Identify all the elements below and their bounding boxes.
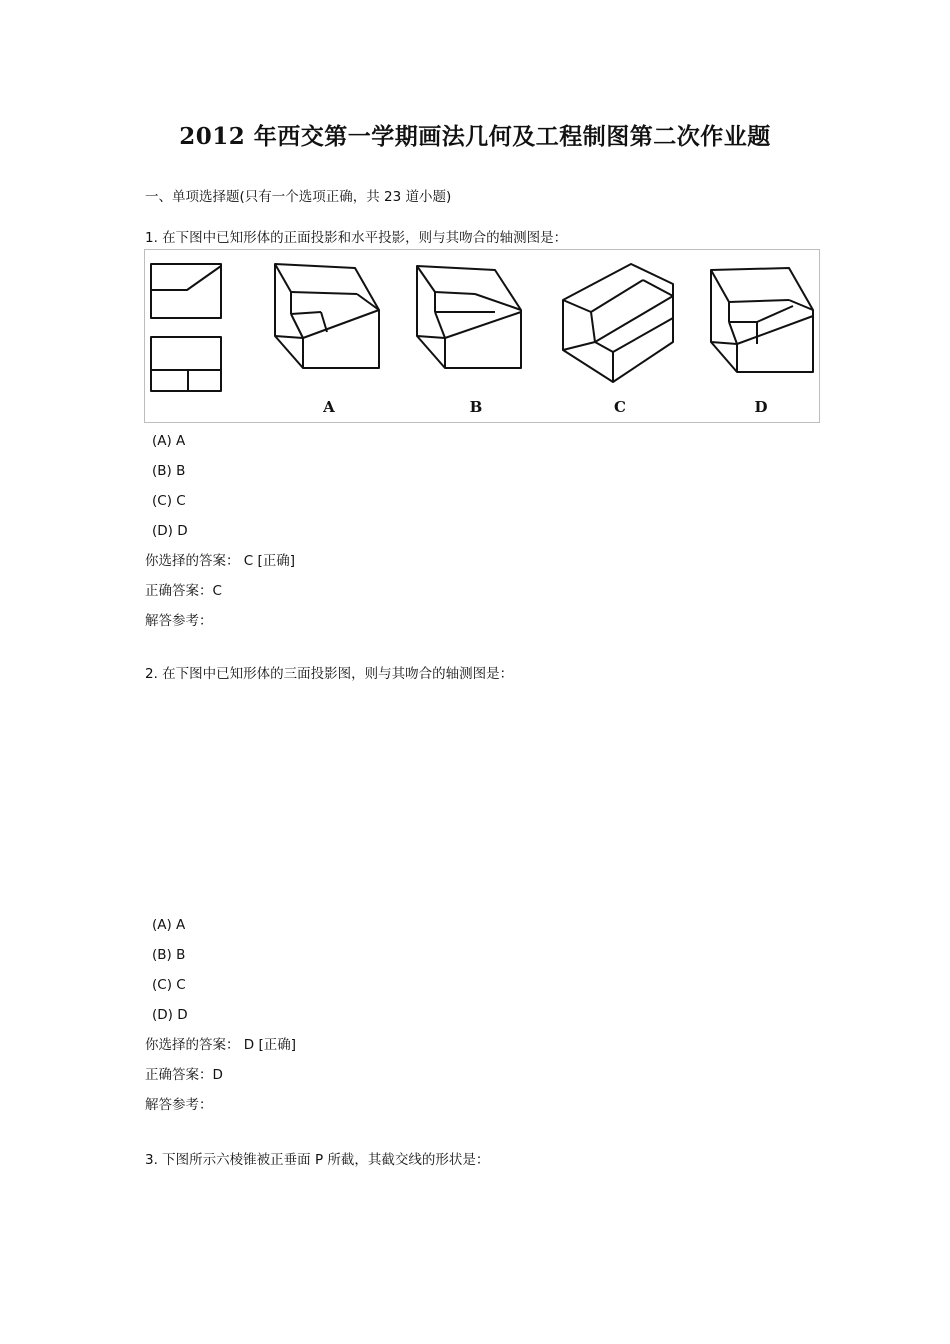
figure-label-c: C	[614, 398, 626, 416]
q2-reference: 解答参考：	[145, 1097, 213, 1113]
q1-your-answer: 你选择的答案： C [正确]	[145, 553, 296, 569]
q2-option-a[interactable]: (A) A	[152, 917, 186, 933]
axonometric-b	[417, 266, 521, 368]
q1-option-d[interactable]: (D) D	[152, 523, 188, 539]
figure-label-d: D	[754, 398, 768, 416]
q2-option-d[interactable]: (D) D	[152, 1007, 188, 1023]
question-3-stem: 3. 下图所示六棱锥被正垂面 P 所截，其截交线的形状是：	[145, 1152, 490, 1168]
question-2-stem: 2. 在下图中已知形体的三面投影图，则与其吻合的轴测图是：	[145, 666, 514, 682]
q1-option-a[interactable]: (A) A	[152, 433, 186, 449]
q2-your-answer: 你选择的答案： D [正确]	[145, 1037, 297, 1053]
question-1-stem: 1. 在下图中已知形体的正面投影和水平投影，则与其吻合的轴测图是：	[145, 230, 568, 246]
top-projection	[151, 337, 221, 391]
q2-option-b[interactable]: (B) B	[152, 947, 186, 963]
front-projection	[151, 264, 221, 318]
q1-option-b[interactable]: (B) B	[152, 463, 186, 479]
axonometric-a	[275, 264, 379, 368]
section-heading: 一、单项选择题(只有一个选项正确，共 23 道小题)	[145, 189, 452, 205]
q1-option-c[interactable]: (C) C	[152, 493, 186, 509]
figure-label-b: B	[469, 398, 483, 416]
axonometric-c	[563, 264, 673, 382]
axonometric-d	[711, 268, 813, 372]
question-1-figure	[144, 249, 820, 423]
q1-reference: 解答参考：	[145, 613, 213, 629]
page-title: 2012 年西交第一学期画法几何及工程制图第二次作业题	[179, 123, 771, 150]
q2-correct-answer: 正确答案：D	[145, 1067, 223, 1083]
q2-option-c[interactable]: (C) C	[152, 977, 186, 993]
figure-label-a: A	[323, 398, 335, 416]
q1-correct-answer: 正确答案：C	[145, 583, 222, 599]
